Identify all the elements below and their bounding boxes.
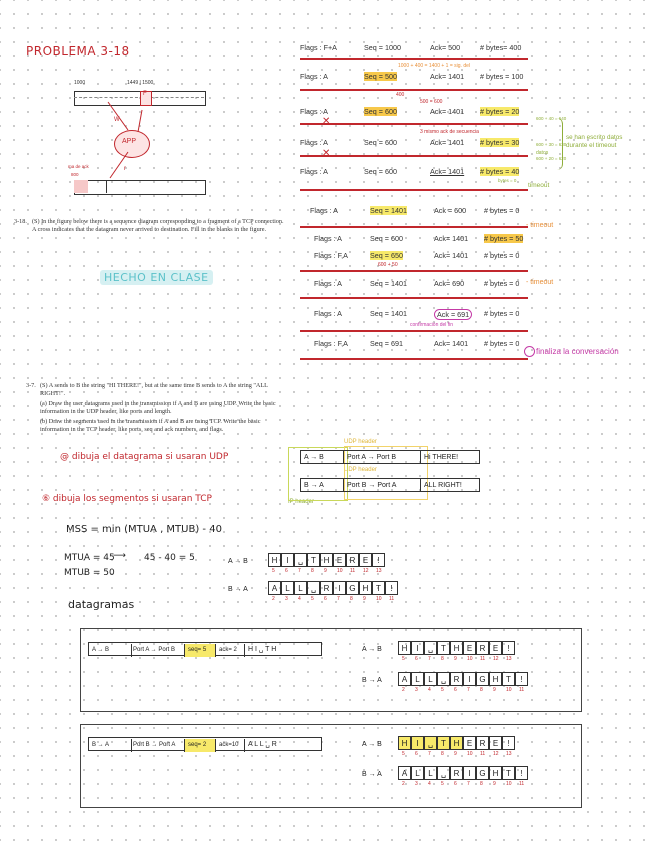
char-cell: R bbox=[476, 641, 489, 655]
char-index: 4 bbox=[428, 687, 431, 693]
side-3: 600 + 20 = 620 bbox=[536, 156, 567, 161]
char-cell: ! bbox=[515, 672, 528, 686]
timeout-3: - timeout bbox=[526, 279, 554, 286]
char-index: 6 bbox=[415, 656, 418, 662]
char-cell: L bbox=[424, 766, 437, 780]
char-cell: H bbox=[489, 672, 502, 686]
app-label: APP bbox=[122, 138, 137, 145]
mtu-a: MTUA = 45 bbox=[64, 553, 115, 563]
char-cell: E bbox=[489, 736, 502, 750]
part-b-label: ⑥ dibuja los segmentos si usaran TCP bbox=[42, 494, 212, 504]
char-index: 10 bbox=[467, 751, 473, 757]
char-cell: T bbox=[437, 736, 450, 750]
char-cell: R bbox=[450, 672, 463, 686]
char-cell: L bbox=[411, 766, 424, 780]
arrow-left bbox=[300, 226, 528, 228]
ack-label: ma de ack bbox=[68, 164, 89, 169]
char-index: 5 bbox=[272, 568, 275, 574]
char-cell: ␣ bbox=[424, 736, 437, 750]
char-cell: L bbox=[411, 672, 424, 686]
part-a-label: @ dibuja el datagrama si usaran UDP bbox=[60, 452, 229, 462]
char-cell: R bbox=[450, 766, 463, 780]
ab-label: A → B bbox=[228, 558, 248, 565]
finaliza-note: finaliza la conversación bbox=[536, 347, 619, 356]
char-cell: A bbox=[268, 581, 281, 595]
ba-label: B → A bbox=[362, 771, 382, 778]
char-cell: R bbox=[476, 736, 489, 750]
udp-row: B → A Port B → Port A ALL RIGHT! bbox=[300, 478, 480, 492]
datagramas-label: datagramas bbox=[68, 598, 135, 611]
problem-37-a: (a) Draw the user datagrams used in the transmission if A and B are using UDP. Write the basic information in the UDP header, like ports and length. bbox=[40, 400, 276, 415]
char-cell: I bbox=[281, 553, 294, 567]
char-cell: I bbox=[411, 641, 424, 655]
char-cell: T bbox=[502, 672, 515, 686]
char-index: 13 bbox=[506, 656, 512, 662]
note-3: 500 = 600 bbox=[420, 99, 443, 105]
char-cell: G bbox=[476, 766, 489, 780]
side-4: datos bbox=[536, 150, 549, 156]
problem-37-number: 3-7. bbox=[26, 382, 36, 389]
char-index: 6 bbox=[415, 751, 418, 757]
char-index: 11 bbox=[350, 568, 356, 574]
ab-label: A → B bbox=[362, 741, 382, 748]
char-index: 8 bbox=[350, 596, 353, 602]
char-index: 11 bbox=[519, 781, 525, 787]
char-cell: I bbox=[333, 581, 346, 595]
flags: Flags : F+A bbox=[300, 43, 337, 52]
char-cell: I bbox=[463, 672, 476, 686]
char-cell: G bbox=[476, 672, 489, 686]
char-cell: ! bbox=[515, 766, 528, 780]
char-cell: ! bbox=[502, 736, 515, 750]
char-cell: ␣ bbox=[307, 581, 320, 595]
char-cell: ␣ bbox=[437, 672, 450, 686]
char-cell: I bbox=[411, 736, 424, 750]
mtu-arrow: ⟶ bbox=[113, 551, 126, 561]
char-cell: T bbox=[437, 641, 450, 655]
udp-row: A → B Port A → Port B Hi THERE! bbox=[300, 450, 480, 464]
char-cell: H bbox=[398, 641, 411, 655]
char-cell: H bbox=[398, 736, 411, 750]
char-cell: H bbox=[359, 581, 372, 595]
char-index: 3 bbox=[415, 687, 418, 693]
char-cell: E bbox=[463, 641, 476, 655]
note-5: 600 + 50 bbox=[378, 262, 398, 268]
page-title: PROBLEMA 3-18 bbox=[26, 44, 130, 58]
char-cell: E bbox=[333, 553, 346, 567]
char-index: 10 bbox=[506, 687, 512, 693]
char-index: 10 bbox=[506, 781, 512, 787]
timeout-2: - timeout bbox=[526, 222, 554, 229]
char-cell: H bbox=[268, 553, 281, 567]
char-cell: H bbox=[450, 736, 463, 750]
mtu-calc: 45 - 40 = 5 bbox=[144, 553, 195, 563]
char-index: 4 bbox=[428, 781, 431, 787]
problem-318-text: (S) In the figure below there is a sequence diagram corresponding to a fragment of a TCP connection. A cross indicates that the datagram never arrived to destination. Fill in the blanks in the figure. bbox=[32, 218, 284, 233]
tcp-segment-2: B → A Port B → Port A seq= 2 ack=10 A L L ␣ R bbox=[88, 737, 322, 751]
char-index: 9 bbox=[324, 568, 327, 574]
tcp-segment-1: A → B Port A → Port B seq= 5 ack= 2 H I ␣ T H bbox=[88, 642, 322, 656]
char-index: 2 bbox=[402, 687, 405, 693]
char-index: 13 bbox=[506, 751, 512, 757]
char-index: 3 bbox=[415, 781, 418, 787]
char-index: 9 bbox=[493, 781, 496, 787]
char-index: 8 bbox=[480, 687, 483, 693]
cross-mark: ✕ bbox=[322, 148, 331, 159]
char-cell: ! bbox=[385, 581, 398, 595]
buffer-top-right: 1449 | 1500 bbox=[127, 80, 154, 86]
char-index: 5 bbox=[441, 781, 444, 787]
char-cell: H bbox=[489, 766, 502, 780]
char-cell: L bbox=[424, 672, 437, 686]
char-cell: ␣ bbox=[437, 766, 450, 780]
char-index: 13 bbox=[376, 568, 382, 574]
char-index: 12 bbox=[493, 656, 499, 662]
char-cell: ␣ bbox=[294, 553, 307, 567]
char-cell: L bbox=[281, 581, 294, 595]
char-index: 6 bbox=[454, 781, 457, 787]
ba-label: B → A bbox=[228, 586, 248, 593]
char-cell: ! bbox=[502, 641, 515, 655]
end-circle bbox=[524, 346, 535, 357]
arrow-right bbox=[300, 189, 528, 191]
buffer-top-left: 1000 bbox=[74, 80, 86, 86]
char-cell: H bbox=[320, 553, 333, 567]
arrow-left bbox=[300, 330, 528, 332]
bytes: # bytes= 400 bbox=[480, 43, 522, 52]
char-index: 5 bbox=[311, 596, 314, 602]
char-index: 6 bbox=[324, 596, 327, 602]
note-4: 3 mismo ack de secuencia bbox=[420, 129, 479, 135]
ip-header-label: IP header bbox=[288, 499, 314, 505]
char-index: 7 bbox=[467, 781, 470, 787]
char-cell: E bbox=[489, 641, 502, 655]
arrow-right bbox=[300, 155, 528, 157]
char-index: 11 bbox=[480, 656, 486, 662]
char-index: 7 bbox=[298, 568, 301, 574]
char-index: 2 bbox=[402, 781, 405, 787]
seq: Seq = 1000 bbox=[364, 43, 401, 52]
note-1: 1000 + 400 = 1400 + 1 = sig. del bbox=[398, 63, 471, 69]
zero-label: 800 bbox=[71, 172, 79, 177]
char-index: 7 bbox=[428, 751, 431, 757]
mss-formula: MSS = min (MTUA , MTUB) - 40 bbox=[66, 524, 222, 535]
udp-header-label: UDP header bbox=[344, 467, 377, 473]
char-cell: R bbox=[346, 553, 359, 567]
buffer-f-label: F bbox=[143, 91, 147, 97]
arrow-right bbox=[300, 58, 528, 60]
cross-mark: ✕ bbox=[322, 116, 331, 127]
diagram-arrows bbox=[80, 100, 170, 190]
char-cell: ! bbox=[372, 553, 385, 567]
char-cell: E bbox=[359, 553, 372, 567]
char-index: 5 bbox=[402, 751, 405, 757]
char-cell: E bbox=[463, 736, 476, 750]
char-index: 9 bbox=[363, 596, 366, 602]
char-cell: I bbox=[463, 766, 476, 780]
w-label: W bbox=[114, 117, 120, 123]
char-index: 9 bbox=[454, 751, 457, 757]
brace-note: se han escrito datos durante el timeout bbox=[566, 134, 623, 149]
char-index: 5 bbox=[402, 656, 405, 662]
ba-label: B → A bbox=[362, 677, 382, 684]
char-cell: A bbox=[398, 672, 411, 686]
timeout-1: timeout bbox=[528, 182, 550, 189]
side-2: 600 + 30 = 630 bbox=[536, 142, 567, 147]
note-6: confirmación del fin bbox=[410, 322, 454, 328]
char-index: 12 bbox=[363, 568, 369, 574]
mtu-b: MTUB = 50 bbox=[64, 568, 115, 578]
char-index: 4 bbox=[298, 596, 301, 602]
char-cell: R bbox=[320, 581, 333, 595]
problem-37-b: (b) Draw the segments used in the transmission if A and B are using TCP. Write the basic information in the TCP header, like ports, seq and ack numbers, and flags. bbox=[40, 418, 261, 433]
char-index: 2 bbox=[272, 596, 275, 602]
char-index: 11 bbox=[389, 596, 395, 602]
char-index: 12 bbox=[493, 751, 499, 757]
ab-label: A → B bbox=[362, 646, 382, 653]
arrow-right bbox=[300, 270, 528, 272]
side-1: 600 + 40 = 640 bbox=[536, 116, 567, 121]
char-cell: H bbox=[450, 641, 463, 655]
char-index: 10 bbox=[376, 596, 382, 602]
char-index: 7 bbox=[428, 656, 431, 662]
char-index: 8 bbox=[441, 751, 444, 757]
brace bbox=[556, 118, 563, 170]
problem-318-number: 3-18. bbox=[14, 218, 27, 225]
side-5: bytes = 0 bbox=[498, 178, 517, 183]
char-cell: ␣ bbox=[424, 641, 437, 655]
udp-header-label: UDP header bbox=[344, 439, 377, 445]
arrow-right bbox=[300, 358, 528, 360]
char-index: 9 bbox=[454, 656, 457, 662]
char-cell: L bbox=[294, 581, 307, 595]
char-index: 10 bbox=[467, 656, 473, 662]
char-index: 6 bbox=[454, 687, 457, 693]
char-index: 9 bbox=[493, 687, 496, 693]
note-2: 400 bbox=[396, 92, 405, 98]
arrow-right bbox=[300, 123, 528, 125]
char-index: 10 bbox=[337, 568, 343, 574]
char-cell: T bbox=[372, 581, 385, 595]
char-index: 11 bbox=[519, 687, 525, 693]
hecho-en-clase: HECHO EN CLASE bbox=[100, 270, 213, 285]
problem-37-intro: (S) A sends to B the string "HI THERE!", but at the same time B sends to A the string "ALL RIGHT!". bbox=[40, 382, 268, 397]
r-label: r bbox=[124, 166, 126, 172]
arrow-left bbox=[300, 297, 528, 299]
char-index: 8 bbox=[480, 781, 483, 787]
char-index: 11 bbox=[480, 751, 486, 757]
char-cell: T bbox=[502, 766, 515, 780]
char-index: 8 bbox=[311, 568, 314, 574]
char-index: 5 bbox=[441, 687, 444, 693]
char-index: 7 bbox=[337, 596, 340, 602]
char-cell: A bbox=[398, 766, 411, 780]
char-index: 8 bbox=[441, 656, 444, 662]
char-index: 7 bbox=[467, 687, 470, 693]
char-index: 6 bbox=[285, 568, 288, 574]
arrow-left bbox=[300, 89, 528, 91]
char-cell: G bbox=[346, 581, 359, 595]
ack: Ack= 500 bbox=[430, 43, 461, 52]
char-index: 3 bbox=[285, 596, 288, 602]
char-cell: T bbox=[307, 553, 320, 567]
